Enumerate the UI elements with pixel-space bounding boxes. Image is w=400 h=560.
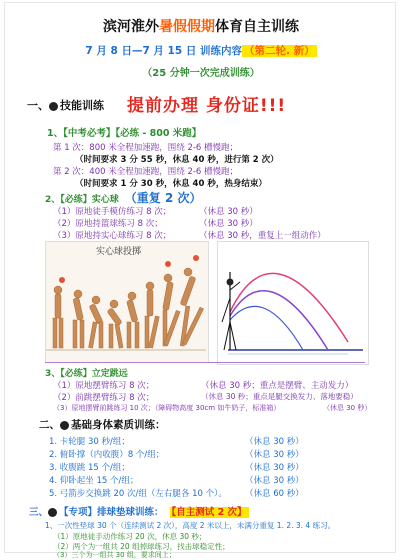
item2-rest: （休息 30 秒） <box>199 219 258 229</box>
id-card-notice: 提前办理 身份证!!! <box>127 96 287 116</box>
section1-heading: 一、 技能训练 <box>27 99 104 112</box>
item1-line2: （时间要求 3 分 55 秒，休息 40 秒，进行第 2 次） <box>75 155 279 165</box>
section2-row: 4. 仰卧起坐 15 个/组； <box>49 476 139 486</box>
item1-line4: （时间要求 1 分 30 秒，休息 40 秒，热身结束） <box>75 179 267 189</box>
section3-heading: 三、 【专项】排球垫球训练： 【自主测试 2 次】 <box>29 507 247 518</box>
figures-graphic <box>46 242 206 360</box>
item3-rest: （休息 30 秒） <box>323 404 372 412</box>
shot-put-illustration <box>45 241 209 363</box>
item2-heading: 2、【必练】实心球 （重复 2 次） <box>45 191 202 205</box>
section2-rest: （休息 60 秒） <box>245 489 304 499</box>
self-test-tag: 【自主测试 2 次】 <box>171 507 247 518</box>
round-tag: （第二轮. 新） <box>243 45 315 57</box>
section3-line1: 1、一次性垫球 30 个（连续测试 2 次），高度 2 米以上，未满分重复 1. 2. 3. 4 练习。 <box>45 521 336 530</box>
item3-row: （3）原地摆臂前跳练习 10 次；（障碍物高度 30cm 如牛奶子，标准箱） <box>53 404 281 412</box>
gear-icon <box>60 421 69 430</box>
item2-row: （3）原地持实心球练习 8 次； <box>53 231 172 241</box>
item1-line1: 第 1 次：800 米全程加速跑，围绕 2-6 槽慢跑； <box>53 143 239 153</box>
trajectory-graphic <box>218 242 368 362</box>
item3-rest: （休息 30 秒；重点是腿交换发力、落地要稳） <box>201 392 358 401</box>
item2-rest: （休息 30 秒，重复上一组动作） <box>199 231 326 241</box>
item1-line3: 第 2 次：400 米全程加速跑，围绕 2-6 槽慢跑； <box>53 167 239 177</box>
illustration-title: 实心球投掷 <box>96 247 142 257</box>
divider <box>45 362 365 363</box>
section3-row: （2）两个为一组共 20 组掉球练习，找击球稳定性； <box>53 542 230 551</box>
item3-rest: （休息 30 秒；重点是摆臂、主动发力） <box>201 381 354 391</box>
item2-repeat: （重复 2 次） <box>124 191 202 205</box>
date-line: 7 月 8 日—7 月 15 日 训练内容 （第二轮. 新） <box>85 45 315 57</box>
section2-row: 1. 卡轮腿 30 秒/组； <box>49 437 130 447</box>
section2-row: 2. 俯卧撑（内收腹）8 个/组； <box>49 450 165 460</box>
section2-rest: （休息 30 秒） <box>245 476 304 486</box>
document-page <box>4 2 396 559</box>
item2-row: （2）原地持篮球练习 8 次； <box>53 219 163 229</box>
trajectory-diagram <box>217 241 369 365</box>
gear-icon <box>49 102 58 111</box>
section3-row: （3）三个为一组共 30 组，要求间上； <box>53 551 176 559</box>
section2-heading: 二、 基础身体素质训练： <box>39 419 166 431</box>
item3-row: （1）原地摆臂练习 8 次； <box>53 381 155 391</box>
item3-heading: 3、【必练】立定跳远 <box>45 369 128 379</box>
section2-row: 5. 弓箭步交换跳 20 次/组（左右腿各 10 个）。 <box>49 489 227 499</box>
page-title: 滨河淮外暑假假期体育自主训练 <box>103 19 299 35</box>
item2-row: （1）原地徒手模仿练习 8 次； <box>53 207 172 217</box>
item3-row: （2）前跳摆臂练习 8 次； <box>53 393 155 403</box>
section2-row: 3. 收腹跳 15 个/组； <box>49 463 130 473</box>
duration-line: （25 分钟一次完成训练） <box>142 68 260 79</box>
section2-rest: （休息 30 秒） <box>245 463 304 473</box>
item2-rest: （休息 30 秒） <box>199 207 258 217</box>
section3-row: （1）原地徒手动作练习 20 次，休息 30 秒； <box>53 532 207 541</box>
item1-label: 1、【中考必考】【必练 - 800 米跑】 <box>47 128 202 139</box>
section2-rest: （休息 30 秒） <box>245 437 304 447</box>
section2-rest: （休息 30 秒） <box>245 450 304 460</box>
gear-icon <box>48 508 57 517</box>
